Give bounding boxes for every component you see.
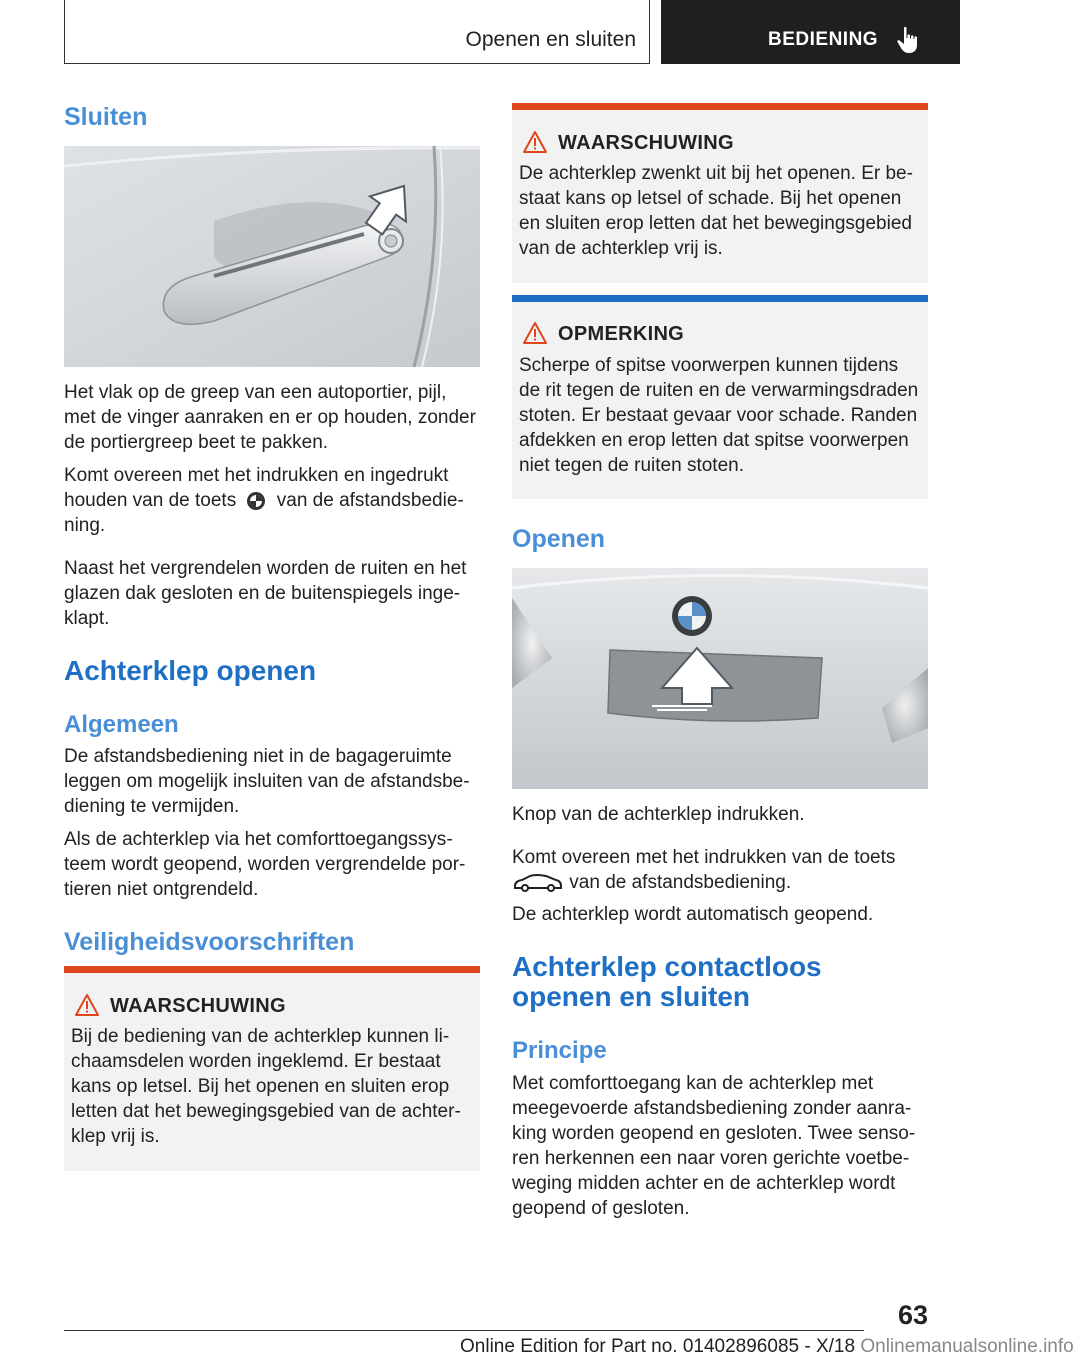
openen-paragraph-2 (512, 845, 930, 895)
warning-box-right (512, 103, 928, 283)
car-door-handle-arrow-image (64, 146, 480, 367)
heading-principe: Principe (512, 1037, 607, 1064)
header-chapter-tab (661, 0, 960, 64)
footer-edition (460, 1336, 1074, 1358)
note-text: Scherpe of spitse voorwerpen kunnen tijdens de rit tegen de ruiten en de verwarmingsdraden stoten. Er bestaat gevaar voor schade. Randen afdekken en erop letten dat spitse voorwerpen niet tegen de ruiten stoten. (519, 355, 919, 476)
warning-bar (64, 966, 480, 973)
algemeen-paragraph-2: Als de achterklep via het comforttoegangssysteem wordt geopend, worden vergrendelde portieren niet ontgrendeld. (64, 829, 466, 900)
bmw-logo-key-icon (241, 490, 271, 512)
algemeen-paragraph-1: De afstandsbediening niet in de bagageruimte leggen om mogelijk insluiten van de afstandsbediening te vermijden. (64, 746, 470, 817)
footer-rule (64, 1330, 864, 1331)
warning-bar (512, 103, 928, 110)
heading-achterklep-contactloos: Achterklep contactloos openen en sluiten (512, 951, 822, 1012)
note-bar (512, 295, 928, 302)
principe-paragraph-1: Met comforttoegang kan de achterklep met meegevoerde afstandsbediening zonder aanraking worden geopend en gesloten. Twee sensoren herkennen een naar voren gerichte voetbeweging midden achter en de achterklep wordt geopend of gesloten. (512, 1073, 916, 1219)
openen-paragraph-1: Knop van de achterklep indrukken. (512, 804, 805, 825)
sluiten-p2-text-before: Komt overeen met het indrukken en ingedrukt houden van de toets (64, 465, 449, 511)
openen-p2-text-before: Komt overeen met het indrukken van de toets (512, 847, 896, 868)
sluiten-p2-text-after: van de afstandsbediening. (64, 490, 464, 536)
heading-achterklep-openen: Achterklep openen (64, 655, 317, 686)
door-handle-illustration (64, 146, 480, 367)
tailgate-illustration (512, 568, 928, 789)
warning-triangle-icon (522, 130, 548, 154)
header-section-title: Openen en sluiten (465, 28, 636, 51)
heading-veiligheidsvoorschriften: Veiligheidsvoorschriften (64, 928, 355, 956)
car-tailgate-key-icon (512, 872, 564, 894)
heading-openen: Openen (512, 525, 606, 553)
footer-watermark: Onlinemanualsonline.info (860, 1336, 1074, 1357)
header-chapter-title: BEDIENING (768, 29, 879, 50)
hand-pointer-icon (896, 26, 920, 54)
sluiten-paragraph-1: Het vlak op de greep van een autoportier, pijl, met de vinger aanraken en er op houden, zonder de portiergreep beet te pakken. (64, 382, 476, 453)
warning-title: WAARSCHUWING (558, 132, 734, 154)
header-divider (649, 0, 650, 64)
header-left-rule (64, 0, 65, 64)
warning-triangle-icon (522, 321, 548, 345)
sluiten-paragraph-2 (64, 463, 482, 538)
header-bottom-rule (64, 63, 650, 64)
note-title: OPMERKING (558, 323, 685, 345)
warning-title: WAARSCHUWING (110, 995, 286, 1017)
openen-p2-text-after: van de afstandsbediening. (569, 872, 792, 893)
warning-text: De achterklep zwenkt uit bij het openen. Er bestaat kans op letsel of schade. Bij het openen en sluiten erop letten dat het bewegingsgebied van de achterklep vrij is. (519, 163, 913, 259)
warning-triangle-icon (74, 993, 100, 1017)
note-box (512, 295, 928, 499)
heading-sluiten: Sluiten (64, 103, 148, 131)
footer-edition-text: Online Edition for Part no. 01402896085 - X/18 (460, 1336, 856, 1357)
warning-text: Bij de bediening van de achterklep kunnen lichaamsdelen worden ingeklemd. Er bestaat kans op letsel. Bij het openen en sluiten erop letten dat het bewegingsgebied van de achterklep vrij is. (71, 1026, 461, 1147)
heading-algemeen: Algemeen (64, 711, 179, 738)
openen-paragraph-3: De achterklep wordt automatisch geopend. (512, 904, 874, 925)
warning-box-left (64, 966, 480, 1171)
sluiten-paragraph-3: Naast het vergrendelen worden de ruiten en het glazen dak gesloten en de buitenspiegels ingeklapt. (64, 558, 467, 629)
page-number: 63 (897, 1300, 928, 1330)
tailgate-button-arrow-image (512, 568, 928, 789)
